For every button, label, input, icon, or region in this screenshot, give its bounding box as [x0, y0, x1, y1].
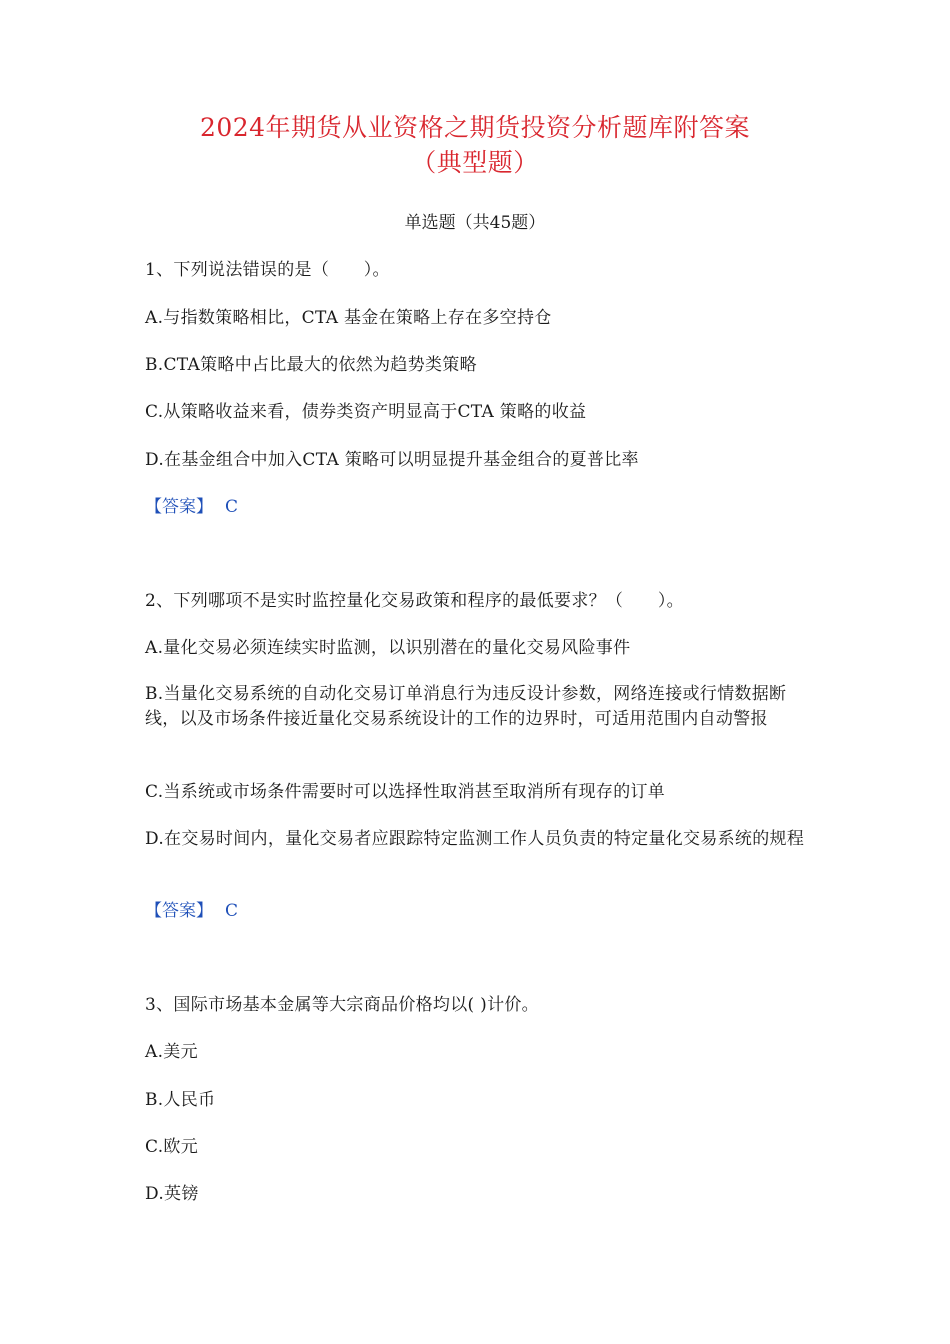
question-1-option-d: D.在基金组合中加入CTA 策略可以明显提升基金组合的夏普比率: [145, 450, 639, 470]
question-1-option-b: B.CTA策略中占比最大的依然为趋势类策略: [145, 355, 477, 375]
question-2-option-b: B.当量化交易系统的自动化交易订单消息行为违反设计参数，网络连接或行情数据断线，以及市场条件接近量化交易系统设计的工作的边界时，可适用范围内自动警报: [145, 684, 787, 729]
answer-label: 【答案】: [145, 901, 213, 921]
document-title-line-2: （典型题）: [411, 148, 539, 177]
question-2-option-c: C.当系统或市场条件需要时可以选择性取消甚至取消所有现存的订单: [145, 782, 666, 802]
question-1-stem: 1、下列说法错误的是（ ）。: [145, 260, 390, 280]
section-heading: 单选题（共45题）: [404, 213, 546, 233]
question-2-answer: [145, 899, 238, 924]
question-1-option-a: A.与指数策略相比，CTA 基金在策略上存在多空持仓: [145, 308, 552, 328]
question-3-option-d: D.英镑: [145, 1184, 199, 1204]
question-2-option-a: A.量化交易必须连续实时监测，以识别潜在的量化交易风险事件: [145, 638, 631, 658]
question-3-stem: 3、国际市场基本金属等大宗商品价格均以( )计价。: [145, 995, 539, 1015]
question-1-option-c: C.从策略收益来看，债券类资产明显高于CTA 策略的收益: [145, 402, 587, 422]
question-2-stem: 2、下列哪项不是实时监控量化交易政策和程序的最低要求？（ ）。: [145, 591, 684, 611]
answer-value: C: [225, 901, 239, 921]
answer-value: C: [225, 497, 239, 517]
question-1-answer: [145, 495, 238, 520]
document-title-line-1: 2024年期货从业资格之期货投资分析题库附答案: [199, 113, 751, 142]
question-2-option-d: D.在交易时间内，量化交易者应跟踪特定监测工作人员负责的特定量化交易系统的规程: [145, 829, 805, 849]
question-3-option-c: C.欧元: [145, 1137, 199, 1157]
question-3-option-b: B.人民币: [145, 1090, 216, 1110]
answer-label: 【答案】: [145, 497, 213, 517]
question-3-option-a: A.美元: [145, 1042, 198, 1062]
